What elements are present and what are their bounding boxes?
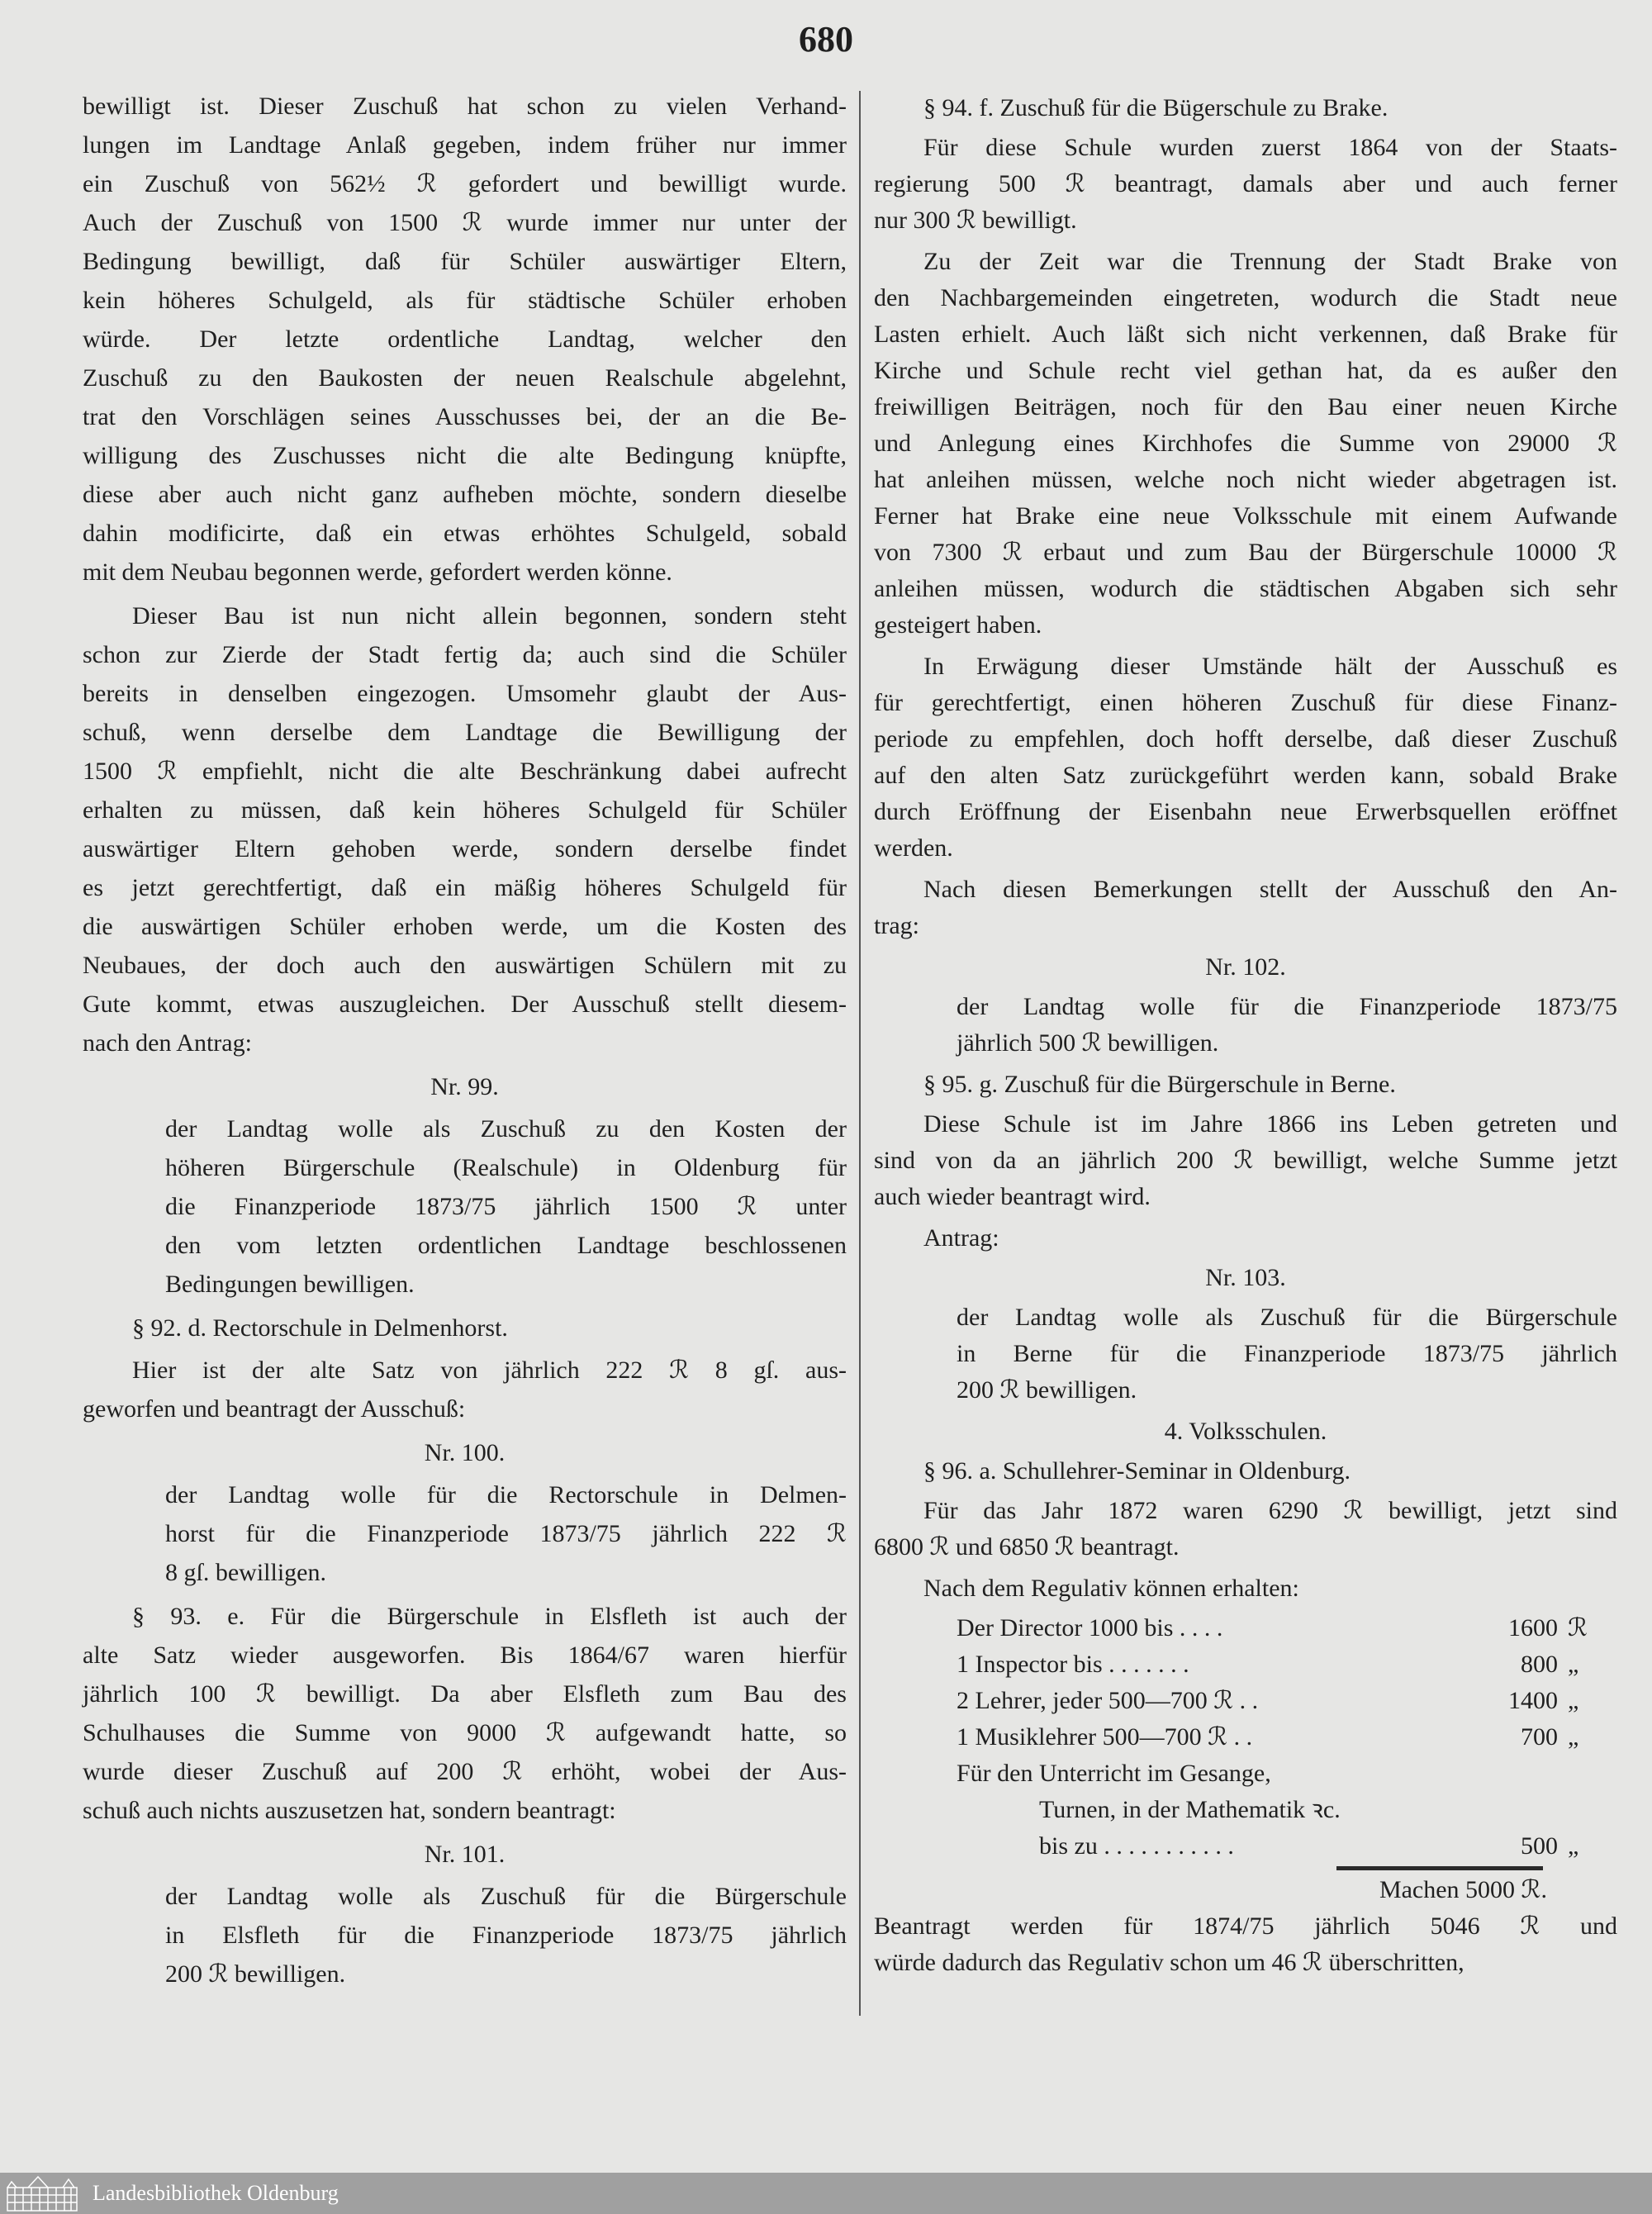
- motion-number: Nr. 103.: [1205, 1264, 1286, 1291]
- text-line: Bedingung bewilligt, daß für Schüler auswärtiger Eltern,: [83, 248, 847, 275]
- text-line: den vom letzten ordentlichen Landtage beschlossenen: [165, 1232, 847, 1259]
- text-line: wurde dieser Zuschuß auf 200 ℛ erhöht, wobei der Aus-: [83, 1758, 847, 1785]
- text-line: Bedingungen bewilligen.: [165, 1271, 415, 1298]
- motion-number: Nr. 100.: [424, 1439, 506, 1466]
- section-heading: § 94. f. Zuschuß für die Bügerschule zu Brake.: [923, 94, 1389, 121]
- text-line: 6800 ℛ und 6850 ℛ beantragt.: [874, 1533, 1180, 1561]
- text-line: kein höheres Schulgeld, als für städtische Schüler erhoben: [83, 287, 847, 314]
- text-line: geworfen und beantragt der Ausschuß:: [83, 1395, 466, 1423]
- antrag-label: Antrag:: [923, 1224, 999, 1252]
- salary-label: Turnen, in der Mathematik ꝛc.: [1039, 1796, 1341, 1823]
- text-line: alte Satz wieder ausgeworfen. Bis 1864/67 waren hierfür: [83, 1641, 847, 1669]
- salary-total: Machen 5000 ℛ.: [1379, 1876, 1547, 1903]
- salary-label: bis zu . . . . . . . . . . .: [1039, 1832, 1234, 1860]
- motion-text: [874, 1299, 1617, 1409]
- salary-unit: ℛ: [1568, 1614, 1588, 1641]
- text-line: höheren Bürgerschule (Realschule) in Oldenburg für: [165, 1154, 847, 1181]
- salary-label: 1 Inspector bis . . . . . . .: [957, 1651, 1189, 1678]
- text-line: trag:: [874, 912, 919, 939]
- text-line: Kirche und Schule recht viel gethan hat, da es außer den: [874, 357, 1617, 384]
- text-line: für gerechtfertigt, einen höheren Zuschuß für diese Finanz-: [874, 689, 1617, 716]
- text-line: der Landtag wolle als Zuschuß zu den Kosten der: [165, 1115, 847, 1143]
- text-line: Ferner hat Brake eine neue Volksschule mit einem Aufwande: [874, 502, 1617, 530]
- section-title: 4. Volksschulen.: [1164, 1418, 1327, 1445]
- text-line: der Landtag wolle als Zuschuß für die Bürgerschule: [957, 1304, 1617, 1331]
- text-line: Hier ist der alte Satz von jährlich 222 ℛ 8 gſ. aus-: [132, 1356, 847, 1384]
- page-number: 680: [799, 19, 853, 59]
- salary-table: [874, 1610, 1617, 1865]
- text-line: bereits in denselben eingezogen. Umsomehr glaubt der Aus-: [83, 680, 847, 707]
- paragraph: [83, 1351, 847, 1428]
- text-line: gesteigert haben.: [874, 611, 1042, 639]
- text-line: erhalten zu müssen, daß kein höheres Schulgeld für Schüler: [83, 796, 847, 824]
- text-line: würde dadurch das Regulativ schon um 46 ℛ überschritten,: [874, 1949, 1464, 1976]
- text-line: trat den Vorschlägen seines Ausschusses bei, der an die Be-: [83, 403, 847, 430]
- text-line: in Berne für die Finanzperiode 1873/75 jährlich: [957, 1340, 1617, 1367]
- text-line: die auswärtigen Schüler erhoben werde, um die Kosten des: [83, 913, 847, 940]
- text-line: den Nachbargemeinden eingetreten, wodurch die Stadt neue: [874, 284, 1617, 311]
- salary-unit: [1558, 1792, 1617, 1828]
- text-line: der Landtag wolle für die Finanzperiode 1873/75: [957, 993, 1617, 1020]
- salary-value: 500: [1521, 1832, 1558, 1860]
- salary-unit: „: [1568, 1651, 1579, 1678]
- salary-value: 700: [1521, 1723, 1558, 1751]
- text-line: und Anlegung eines Kirchhofes die Summe von 29000 ℛ: [874, 430, 1617, 457]
- text-line: periode zu empfehlen, doch hofft derselbe, daß dieser Zuschuß: [874, 725, 1617, 753]
- salary-row: [957, 1719, 1617, 1756]
- salary-unit: „: [1568, 1832, 1579, 1860]
- section-heading: § 96. a. Schullehrer-Seminar in Oldenburg.: [923, 1457, 1351, 1485]
- salary-row: [957, 1828, 1617, 1865]
- text-line: durch Eröffnung der Eisenbahn neue Erwerbsquellen eröffnet: [874, 798, 1617, 825]
- section-heading: § 95. g. Zuschuß für die Bürgerschule in Berne.: [923, 1071, 1396, 1098]
- library-footer: [0, 2173, 1652, 2214]
- salary-row: [957, 1756, 1617, 1792]
- text-line: sind von da an jährlich 200 ℛ bewilligt, welche Summe jetzt: [874, 1147, 1617, 1174]
- text-line: mit dem Neubau begonnen werde, gefordert werden könne.: [83, 558, 672, 586]
- text-line: auch wieder beantragt wird.: [874, 1183, 1151, 1210]
- text-line: freiwilligen Beiträgen, noch für den Bau einer neuen Kirche: [874, 393, 1617, 420]
- section-heading: § 92. d. Rectorschule in Delmenhorst.: [132, 1314, 508, 1342]
- library-name: Landesbibliothek Oldenburg: [93, 2181, 339, 2205]
- paragraph: [83, 596, 847, 1062]
- text-line: Diese Schule ist im Jahre 1866 ins Leben getreten und: [923, 1110, 1617, 1138]
- salary-row: [957, 1646, 1617, 1683]
- text-line: auf den alten Satz zurückgeführt werden kann, sobald Brake: [874, 762, 1617, 789]
- text-line: Für diese Schule wurden zuerst 1864 von der Staats-: [923, 134, 1617, 161]
- text-line: Beantragt werden für 1874/75 jährlich 5046 ℛ und: [874, 1912, 1617, 1940]
- text-line: 1500 ℛ empfiehlt, nicht die alte Beschränkung dabei aufrecht: [83, 758, 847, 785]
- text-line: schuß, wenn derselbe dem Landtage die Bewilligung der: [83, 719, 847, 746]
- text-line: Nach diesen Bemerkungen stellt der Ausschuß den An-: [923, 876, 1617, 903]
- paragraph: [874, 1908, 1617, 1981]
- salary-value: 1600: [1508, 1614, 1558, 1641]
- text-line: von 7300 ℛ erbaut und zum Bau der Bürgerschule 10000 ℛ: [874, 539, 1617, 566]
- salary-row: [957, 1683, 1617, 1719]
- paragraph: [874, 872, 1617, 944]
- library-building-logo: [5, 2174, 79, 2212]
- salary-value: 800: [1521, 1651, 1558, 1678]
- paragraph: [874, 1106, 1617, 1215]
- text-line: dahin modificirte, daß ein etwas erhöhtes Schulgeld, sobald: [83, 520, 847, 547]
- text-line: Für das Jahr 1872 waren 6290 ℛ bewilligt, jetzt sind: [923, 1497, 1617, 1524]
- text-line: ein Zuschuß von 562½ ℛ gefordert und bewilligt wurde.: [83, 170, 847, 197]
- text-line: In Erwägung dieser Umstände hält der Ausschuß es: [923, 653, 1617, 680]
- salary-unit: „: [1568, 1687, 1579, 1714]
- salary-row: [957, 1610, 1617, 1646]
- text-line: willigung des Zuschusses nicht die alte Bedingung knüpfte,: [83, 442, 847, 469]
- motion-number: Nr. 101.: [424, 1841, 506, 1868]
- salary-row: [957, 1792, 1617, 1828]
- text-line: jährlich 100 ℛ bewilligt. Da aber Elsfleth zum Bau des: [83, 1680, 847, 1708]
- paragraph: [874, 649, 1617, 867]
- text-line: der Landtag wolle für die Rectorschule in Delmen-: [165, 1481, 847, 1508]
- text-line: 200 ℛ bewilligen.: [165, 1960, 346, 1988]
- paragraph: [874, 244, 1617, 644]
- paragraph: [83, 87, 847, 592]
- text-line: anleihen müssen, wodurch die städtischen Abgaben sich sehr: [874, 575, 1617, 602]
- salary-label: 1 Musiklehrer 500—700 ℛ . .: [957, 1723, 1253, 1751]
- paragraph: [874, 130, 1617, 239]
- text-line: 200 ℛ bewilligen.: [957, 1376, 1137, 1404]
- text-line: würde. Der letzte ordentliche Landtag, welcher den: [83, 325, 847, 353]
- text-line: die Finanzperiode 1873/75 jährlich 1500 ℛ unter: [165, 1193, 847, 1220]
- salary-value: 1400: [1508, 1687, 1558, 1714]
- column-divider: [859, 91, 861, 2016]
- text-line: schuß auch nichts auszusetzen hat, sondern beantragt:: [83, 1797, 616, 1824]
- text-line: es jetzt gerechtfertigt, daß ein mäßig höheres Schulgeld für: [83, 874, 847, 901]
- text-line: nur 300 ℛ bewilligt.: [874, 207, 1077, 234]
- text-line: § 93. e. Für die Bürgerschule in Elsfleth ist auch der: [132, 1603, 847, 1630]
- text-line: schon zur Zierde der Stadt fertig da; auch sind die Schüler: [83, 641, 847, 668]
- salary-value: [1459, 1792, 1558, 1828]
- salary-label: Der Director 1000 bis . . . .: [957, 1614, 1223, 1641]
- text-line: auswärtiger Eltern gehoben werde, sondern derselbe findet: [83, 835, 847, 862]
- motion-number: Nr. 102.: [1205, 953, 1286, 981]
- text-line: werden.: [874, 834, 953, 862]
- text-line: in Elsfleth für die Finanzperiode 1873/75 jährlich: [165, 1922, 847, 1949]
- text-line: Schulhauses die Summe von 9000 ℛ aufgewandt hatte, so: [83, 1719, 847, 1746]
- salary-label: Für den Unterricht im Gesange,: [957, 1760, 1271, 1787]
- text-line: horst für die Finanzperiode 1873/75 jährlich 222 ℛ: [165, 1520, 847, 1547]
- left-column: [83, 87, 847, 1998]
- motion-text: [83, 1109, 847, 1304]
- text-line: regierung 500 ℛ beantragt, damals aber und auch ferner: [874, 170, 1617, 197]
- paragraph: [83, 1597, 847, 1830]
- right-column: [874, 87, 1617, 1986]
- text-line: Gute kommt, etwas auszugleichen. Der Ausschuß stellt diesem-: [83, 991, 847, 1018]
- text-line: Zuschuß zu den Baukosten der neuen Realschule abgelehnt,: [83, 364, 847, 392]
- text-line: bewilligt ist. Dieser Zuschuß hat schon zu vielen Verhand-: [83, 93, 847, 120]
- text-line: Dieser Bau ist nun nicht allein begonnen, sondern steht: [132, 602, 847, 630]
- text-line: jährlich 500 ℛ bewilligen.: [957, 1029, 1219, 1057]
- salary-unit: „: [1568, 1723, 1579, 1751]
- salary-unit: [1558, 1756, 1617, 1792]
- motion-text: [874, 989, 1617, 1062]
- salary-label: 2 Lehrer, jeder 500—700 ℛ . .: [957, 1687, 1259, 1714]
- text-line: Lasten erhielt. Auch läßt sich nicht verkennen, daß Brake für: [874, 321, 1617, 348]
- text-line: Auch der Zuschuß von 1500 ℛ wurde immer nur unter der: [83, 209, 847, 236]
- text-line: Zu der Zeit war die Trennung der Stadt Brake von: [923, 248, 1617, 275]
- text-line: diese aber auch nicht ganz aufheben möchte, sondern dieselbe: [83, 481, 847, 508]
- text-line: der Landtag wolle als Zuschuß für die Bürgerschule: [165, 1883, 847, 1910]
- sum-rule: [1336, 1866, 1543, 1870]
- text-line: nach den Antrag:: [83, 1029, 252, 1057]
- text-line: Neubaues, der doch auch den auswärtigen Schülern mit zu: [83, 952, 847, 979]
- motion-text: [83, 1475, 847, 1592]
- regulativ-intro: Nach dem Regulativ können erhalten:: [923, 1575, 1299, 1602]
- paragraph: [874, 1493, 1617, 1565]
- text-line: hat anleihen müssen, welche noch nicht wieder abgetragen ist.: [874, 466, 1617, 493]
- motion-text: [83, 1877, 847, 1993]
- text-line: 8 gſ. bewilligen.: [165, 1559, 326, 1586]
- motion-number: Nr. 99.: [430, 1073, 499, 1100]
- text-line: lungen im Landtage Anlaß gegeben, indem früher nur immer: [83, 131, 847, 159]
- salary-value: [1459, 1756, 1558, 1792]
